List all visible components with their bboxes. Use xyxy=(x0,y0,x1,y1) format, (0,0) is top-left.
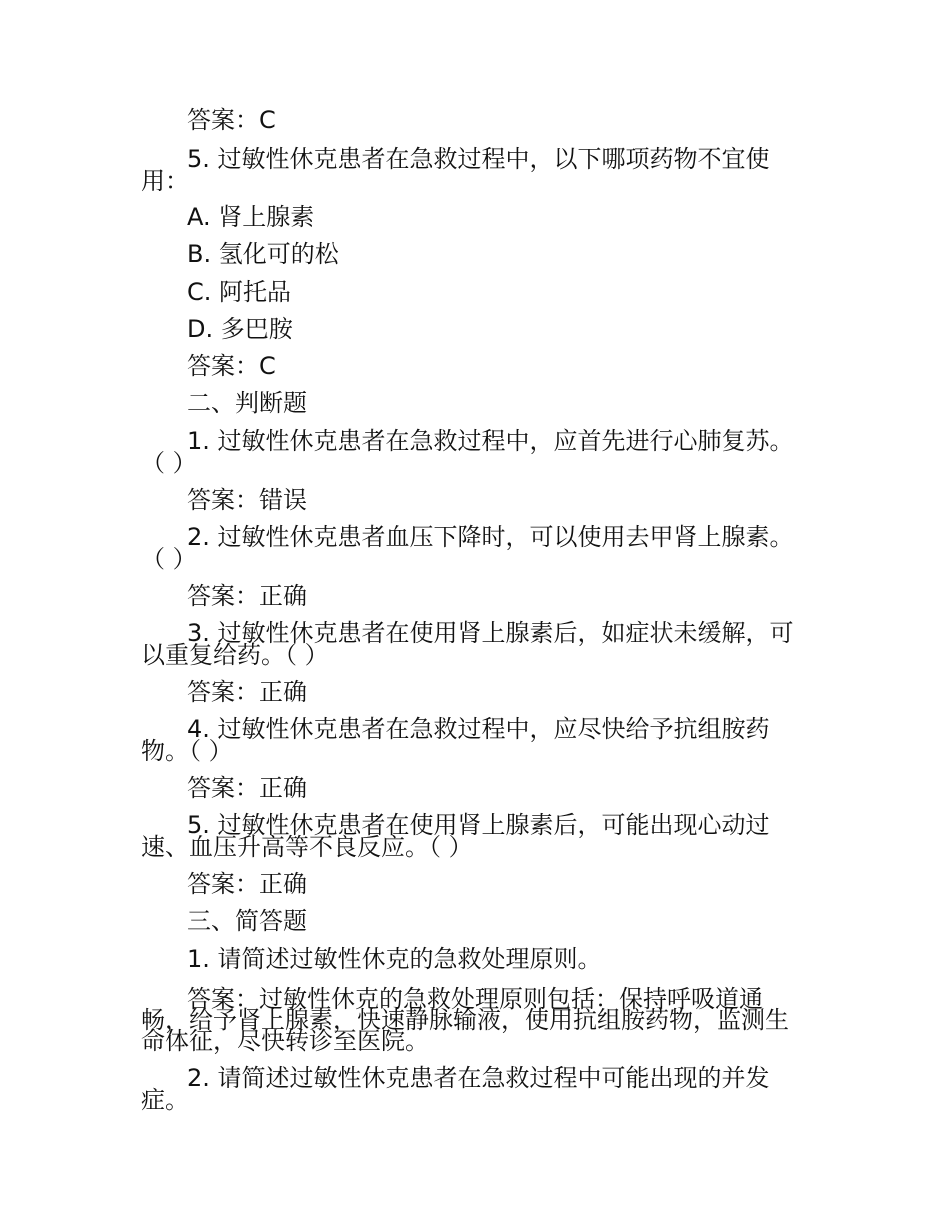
question-text-continued: 症。 xyxy=(141,1086,189,1114)
answer-line: 答案：正确 xyxy=(187,582,307,610)
section-heading: 二、判断题 xyxy=(187,389,307,417)
question-text-continued: 用： xyxy=(141,167,189,195)
question-text: 2. 过敏性休克患者血压下降时，可以使用去甲肾上腺素。 xyxy=(187,523,794,551)
answer-line: 答案：C xyxy=(187,352,276,380)
answer-blank: （ ） xyxy=(141,545,197,573)
answer-line: 答案：正确 xyxy=(187,678,307,706)
option-c: C. 阿托品 xyxy=(187,278,292,306)
answer-text: 答案：过敏性休克的急救处理原则包括：保持呼吸道通 xyxy=(187,985,763,1013)
answer-text-continued: 畅，给予肾上腺素，快速静脉输液，使用抗组胺药物，监测生 xyxy=(141,1006,789,1034)
answer-line: 答案：正确 xyxy=(187,774,307,802)
option-d: D. 多巴胺 xyxy=(187,315,293,343)
question-text: 1. 过敏性休克患者在急救过程中，应首先进行心肺复苏。 xyxy=(187,427,794,455)
answer-line: 答案：C xyxy=(187,106,276,134)
question-text: 2. 请简述过敏性休克患者在急救过程中可能出现的并发 xyxy=(187,1064,770,1092)
question-text: 3. 过敏性休克患者在使用肾上腺素后，如症状未缓解，可 xyxy=(187,619,794,647)
question-text: 5. 过敏性休克患者在使用肾上腺素后，可能出现心动过 xyxy=(187,811,770,839)
answer-text-continued: 命体征，尽快转诊至医院。 xyxy=(141,1027,429,1055)
option-a: A. 肾上腺素 xyxy=(187,203,315,231)
question-text: 1. 请简述过敏性休克的急救处理原则。 xyxy=(187,945,602,973)
question-text-continued: 物。（ ） xyxy=(141,737,233,765)
question-text: 4. 过敏性休克患者在急救过程中，应尽快给予抗组胺药 xyxy=(187,715,770,743)
answer-line: 答案：正确 xyxy=(187,870,307,898)
question-text-continued: 以重复给药。（ ） xyxy=(141,641,329,669)
option-b: B. 氢化可的松 xyxy=(187,240,339,268)
answer-line: 答案：错误 xyxy=(187,486,307,514)
question-text-continued: 速、血压升高等不良反应。（ ） xyxy=(141,833,473,861)
answer-blank: （ ） xyxy=(141,449,197,477)
question-text: 5. 过敏性休克患者在急救过程中，以下哪项药物不宜使 xyxy=(187,145,770,173)
section-heading: 三、简答题 xyxy=(187,907,307,935)
